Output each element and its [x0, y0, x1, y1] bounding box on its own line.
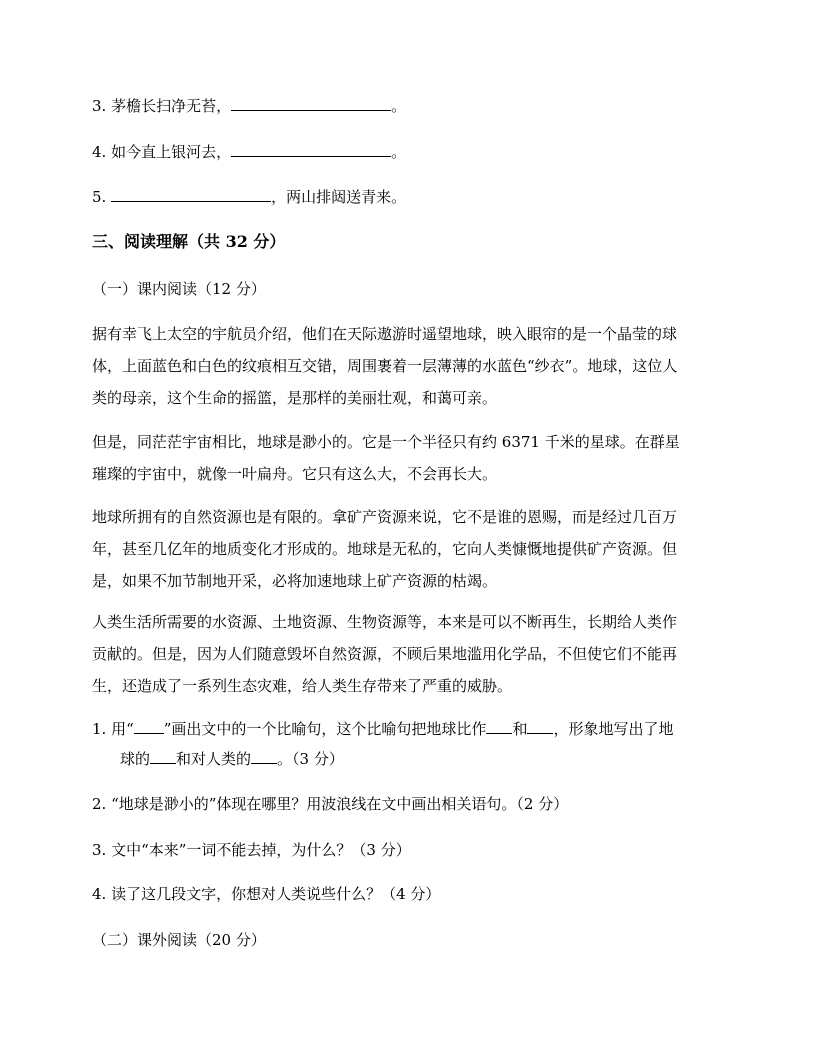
question-text: 用“	[111, 720, 134, 738]
passage-paragraph-2	[92, 426, 724, 490]
answer-blank[interactable]	[527, 719, 553, 734]
item-text: ，两山排闼送青来。	[271, 188, 407, 206]
item-text: 茅檐长扫净无苔，	[111, 97, 232, 115]
item-number: 5.	[92, 188, 107, 206]
section-heading: 三、阅读理解（共 32 分）	[92, 232, 286, 251]
question-3	[92, 840, 411, 860]
text-line: 生，还造成了一系列生态灾难，给人类生存带来了严重的威胁。	[92, 677, 513, 695]
question-text: 和对人类的	[176, 750, 252, 768]
question-4	[92, 884, 440, 904]
text-line: 是，如果不加节制地开采，必将加速地球上矿产资源的枯竭。	[92, 572, 498, 590]
question-2	[92, 794, 568, 814]
item-text: 。	[391, 143, 407, 161]
answer-blank[interactable]	[231, 96, 391, 111]
passage-paragraph-3	[92, 501, 724, 597]
question-number: 2.	[92, 795, 107, 813]
answer-blank[interactable]	[134, 719, 164, 734]
question-text: ”画出文中的一个比喻句，这个比喻句把地球比作	[163, 720, 487, 738]
text-line: 地球所拥有的自然资源也是有限的。拿矿产资源来说，它不是谁的恩赐，而是经过几百万	[92, 508, 678, 526]
text-line: 年，甚至几亿年的地质变化才形成的。地球是无私的，它向人类慷慨地提供矿产资源。但	[92, 540, 678, 558]
answer-blank[interactable]	[150, 749, 176, 764]
answer-blank[interactable]	[111, 187, 271, 202]
fill-item-3	[92, 96, 406, 116]
fill-item-5	[92, 187, 406, 207]
question-text: 读了这几段文字，你想对人类说些什么？（4 分）	[111, 885, 441, 903]
subsection-heading: （二）课外阅读（20 分）	[92, 931, 266, 949]
item-text: 如今直上银河去，	[111, 143, 232, 161]
text-line: 但是，同茫茫宇宙相比，地球是渺小的。它是一个半径只有约 6371 千米的星球。在群星	[92, 433, 680, 451]
answer-blank[interactable]	[486, 719, 512, 734]
text-line: 类的母亲，这个生命的摇篮，是那样的美丽壮观，和蔼可亲。	[92, 389, 498, 407]
text-line: 璀璨的宇宙中，就像一叶扁舟。它只有这么大，不会再长大。	[92, 465, 498, 483]
item-number: 4.	[92, 143, 107, 161]
text-line: 体，上面蓝色和白色的纹痕相互交错，周围裹着一层薄薄的水蓝色“纱衣”。地球，这位人	[92, 357, 678, 375]
passage-paragraph-4	[92, 606, 724, 702]
question-number: 1.	[92, 720, 107, 738]
item-text: 。	[391, 97, 407, 115]
question-text: 和	[512, 720, 528, 738]
question-text: ，形象地写出了地	[553, 720, 674, 738]
question-text: “地球是渺小的”体现在哪里？用波浪线在文中画出相关语句。（2 分）	[111, 795, 569, 813]
question-number: 4.	[92, 885, 107, 903]
question-1	[92, 719, 673, 739]
question-1-continued	[92, 749, 344, 769]
question-number: 3.	[92, 841, 107, 859]
passage-paragraph-1	[92, 318, 724, 414]
answer-blank[interactable]	[231, 142, 391, 157]
subsection-heading: （一）课内阅读（12 分）	[92, 280, 266, 298]
fill-item-4	[92, 142, 406, 162]
question-text: 球的	[120, 750, 151, 768]
item-number: 3.	[92, 97, 107, 115]
text-line: 据有幸飞上太空的宇航员介绍，他们在天际遨游时遥望地球，映入眼帘的是一个晶莹的球	[92, 325, 678, 343]
answer-blank[interactable]	[251, 749, 277, 764]
question-text: 文中“本来”一词不能去掉，为什么？（3 分）	[111, 841, 411, 859]
text-line: 贡献的。但是，因为人们随意毁坏自然资源，不顾后果地滥用化学品，不但使它们不能再	[92, 645, 678, 663]
text-line: 人类生活所需要的水资源、土地资源、生物资源等，本来是可以不断再生，长期给人类作	[92, 613, 678, 631]
question-text: 。（3 分）	[277, 750, 344, 768]
